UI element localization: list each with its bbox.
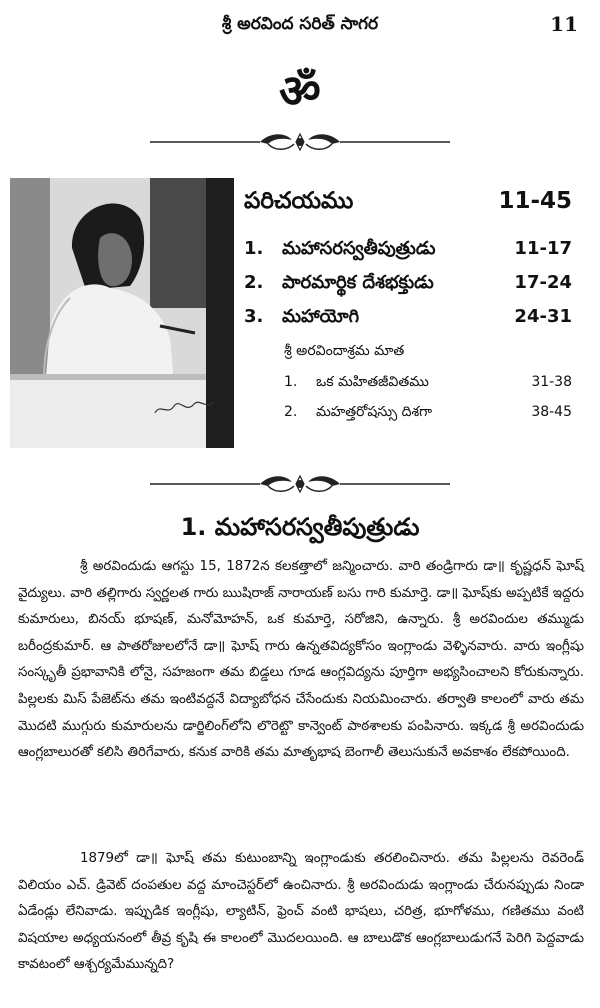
- running-header-title: శ్రీ అరవింద సరిత్ సాగర: [221, 14, 379, 34]
- toc-item-number: 1.: [244, 238, 264, 259]
- toc-sub-item-number: 1.: [284, 374, 298, 390]
- toc-sub-heading: శ్రీ అరవిందాశ్రమ మాత: [284, 343, 405, 359]
- toc-item-pages: 17-24: [514, 272, 572, 293]
- top-ornament-divider: [150, 130, 450, 154]
- toc-item-number: 3.: [244, 306, 264, 327]
- toc-item-pages: 24-31: [514, 306, 572, 327]
- chapter-title: 1. మహాసరస్వతీపుత్రుడు: [180, 513, 420, 541]
- toc-item-label: మహాసరస్వతీపుత్రుడు: [282, 238, 436, 259]
- toc-item: [244, 306, 572, 331]
- toc-heading-pages: 11-45: [498, 188, 572, 214]
- om-symbol: ॐ: [279, 64, 321, 118]
- toc-heading: పరిచయము: [244, 188, 354, 214]
- body-paragraph-text: 1879లో డా॥ ఘోష్ తమ కుటుంబాన్ని ఇంగ్లాండుకు తరలించినారు. తమ పిల్లలను రెవరెండ్ విలియం ఎచ్. డ్రివెట్ దంపతుల వద్ద మాంచెస్టర్‌లో ఉంచినారు. శ్రీ అరవిందుడు ఇంగ్లాండు చేరునప్పుడు నిండా ఏడేండ్లు లేనివాడు. ఇప్పుడిక ఇంగ్లీషు, ల్యాటిన్, ఫ్రెంచ్ వంటి భాషలు, చరిత్ర, భూగోళము, గణితము వంటి విషయాల అధ్యయనంలో తీవ్ర కృషి ఈ కాలంలో మొదలయింది. ఆ బాలుడొక ఆంగ్లబాలుడుగనే పెరిగి పెద్దవాడు కావటంలో ఆశ్చర్యమేమున్నది?: [18, 851, 584, 973]
- toc-sub-item-label: మహత్తరోషస్సు దిశగా: [316, 404, 433, 420]
- toc-sub-item-label: ఒక మహితజీవితము: [316, 374, 429, 390]
- toc-item-label: మహాయోగి: [282, 306, 360, 327]
- toc-sub-item-number: 2.: [284, 404, 298, 420]
- body-paragraph: [18, 846, 584, 979]
- page-number: 11: [550, 12, 578, 36]
- portrait-photo: [10, 178, 234, 448]
- toc-item-pages: 11-17: [514, 238, 572, 259]
- toc-item: [244, 238, 572, 263]
- toc-sub-item: [284, 374, 572, 393]
- toc-sub-item-pages: 31-38: [531, 374, 572, 390]
- bottom-ornament-divider: [150, 472, 450, 496]
- toc-sub-item-pages: 38-45: [531, 404, 572, 420]
- toc-item-label: పారమార్థిక దేశభక్తుడు: [282, 272, 434, 293]
- body-paragraph-text: శ్రీ అరవిందుడు ఆగస్టు 15, 1872న కలకత్తాలో జన్మించారు. వారి తండ్రిగారు డా॥ కృష్ణధన్ ఘోష్ వైద్యులు. వారి తల్లిగారు స్వర్ణలత గారు ఋషిరాజ్ నారాయణ్ బసు గారి కుమార్తె. డా॥ ఘోష్‌కు అప్పటికే ఇద్దరు కుమారులు, బినయ్ భూషణ్, మనోమోహన్, ఒక కుమార్తె, సరోజిని, ఉన్నారు. శ్రీ అరవిందుల తమ్ముడు బరీంద్రకుమార్. ఆ పాతరోజులలోనే డా॥ ఘోష్ గారు ఉన్నతవిద్యకోసం ఇంగ్లాండు వెళ్ళినవారు. వారు ఇంగ్లీషు సంస్కృతీ ప్రభావానికి లోనై, సహజంగా తమ బిడ్డలు గూడ ఆంగ్లవిద్యను పూర్తిగా అభ్యసించాలని కోరుకున్నారు. పిల్లలకు మిస్ పేజెట్‌ను తమ ఇంటివద్దనే విద్యాబోధన చేసేందుకు నియమించారు. తర్వాతి కాలంలో వారు తమ మొదటి ముగ్గురు కుమారులను డార్జిలింగ్‌లోని లొరెట్టొ కాన్వెంట్ పాఠశాలకు పంపినారు. ఇక్కడ శ్రీ అరవిందుడు ఆంగ్లబాలురతో కలిసి తిరిగేవారు, కనుక వారికి తమ మాతృభాష బెంగాలీ తెలుసుకునే అవకాశం లేకపోయింది.: [18, 559, 584, 761]
- toc-sub-item: [284, 404, 572, 423]
- toc-item-number: 2.: [244, 272, 264, 293]
- toc-heading-row: [244, 188, 572, 220]
- toc-item: [244, 272, 572, 297]
- body-paragraph: [18, 554, 584, 767]
